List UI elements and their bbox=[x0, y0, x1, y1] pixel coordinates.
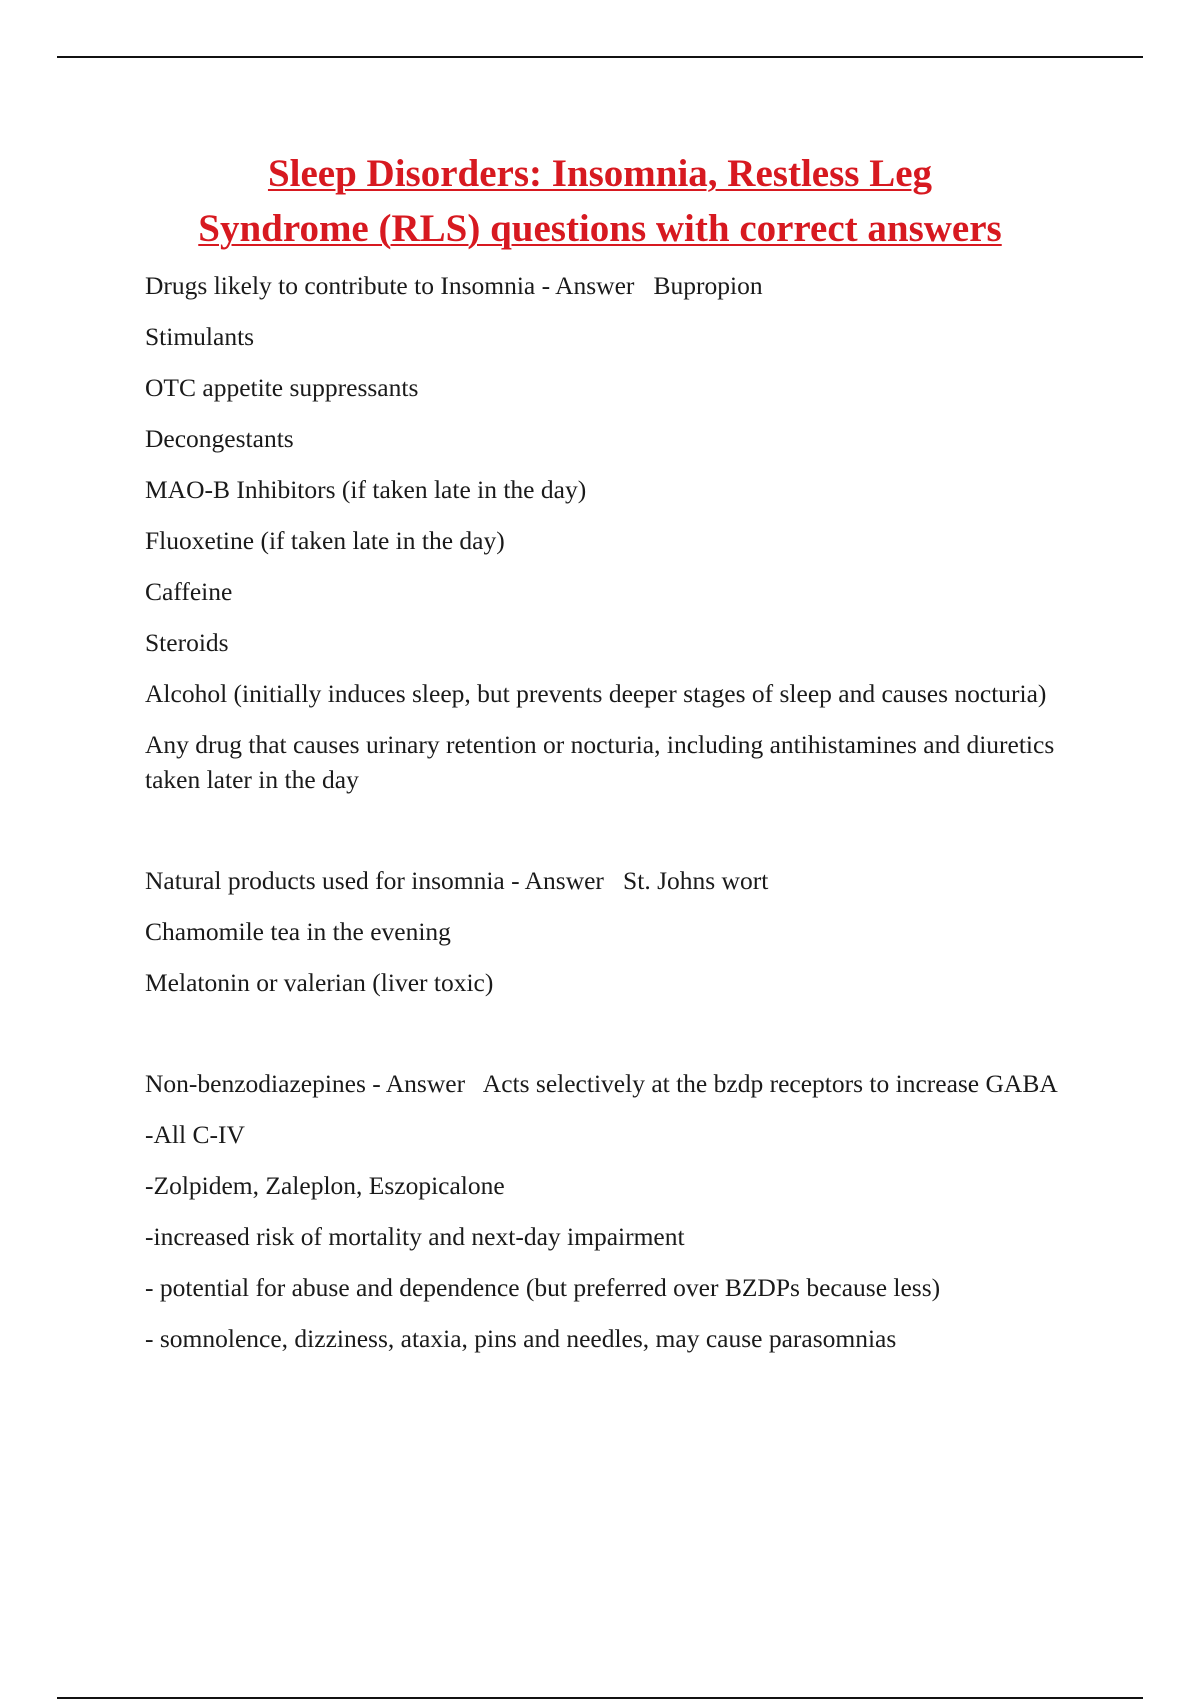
header-rule bbox=[57, 56, 1143, 58]
document-body bbox=[145, 268, 1080, 1372]
qa-1-answer-line: Stimulants bbox=[145, 322, 255, 351]
qa-3-question: Non-benzodiazepines bbox=[145, 1069, 366, 1098]
document-title bbox=[100, 146, 1100, 256]
qa-1-answer-line: Decongestants bbox=[145, 424, 294, 453]
qa-1-answer-line: OTC appetite suppressants bbox=[145, 373, 419, 402]
qa-3-question-line bbox=[145, 1066, 1080, 1101]
qa-1-answer-line: MAO-B Inhibitors (if taken late in the day) bbox=[145, 475, 587, 504]
answer-separator: - Answer bbox=[535, 271, 654, 300]
qa-1-answer-line: Fluoxetine (if taken late in the day) bbox=[145, 526, 505, 555]
qa-1-question: Drugs likely to contribute to Insomnia bbox=[145, 271, 536, 300]
qa-1-answer-line: Alcohol (initially induces sleep, but prevents deeper stages of sleep and causes nocturia) bbox=[145, 679, 1047, 708]
qa-2-question-line bbox=[145, 863, 1080, 898]
qa-2-answer-line: Chamomile tea in the evening bbox=[145, 917, 451, 946]
qa-1-question-line bbox=[145, 268, 1080, 303]
qa-1-first-answer: Bupropion bbox=[653, 271, 763, 300]
qa-3-answer-line: -increased risk of mortality and next-day impairment bbox=[145, 1222, 685, 1251]
qa-3-answer-line: -All C-IV bbox=[145, 1120, 245, 1149]
qa-1-answer-line: Steroids bbox=[145, 628, 229, 657]
qa-3-answer-line: - somnolence, dizziness, ataxia, pins and needles, may cause parasomnias bbox=[145, 1324, 897, 1353]
answer-separator: - Answer bbox=[365, 1069, 483, 1098]
qa-1-answer-line: Caffeine bbox=[145, 577, 233, 606]
qa-3-first-answer: Acts selectively at the bzdp receptors to increase GABA bbox=[482, 1069, 1058, 1098]
qa-2-question: Natural products used for insomnia bbox=[145, 866, 505, 895]
title-line-2: Syndrome (RLS) questions with correct answers bbox=[198, 207, 1002, 250]
answer-separator: - Answer bbox=[504, 866, 624, 895]
qa-3-answer-line: -Zolpidem, Zaleplon, Eszopicalone bbox=[145, 1171, 505, 1200]
footer-rule bbox=[57, 1697, 1143, 1699]
qa-3-answer-line: - potential for abuse and dependence (but preferred over BZDPs because less) bbox=[145, 1273, 941, 1302]
title-line-1: Sleep Disorders: Insomnia, Restless Leg bbox=[267, 152, 933, 195]
qa-1-answer-line: Any drug that causes urinary retention or nocturia, including antihistamines and diuretics taken later in the day bbox=[145, 730, 1055, 794]
qa-2-first-answer: St. Johns wort bbox=[623, 866, 769, 895]
qa-2-answer-line: Melatonin or valerian (liver toxic) bbox=[145, 968, 494, 997]
